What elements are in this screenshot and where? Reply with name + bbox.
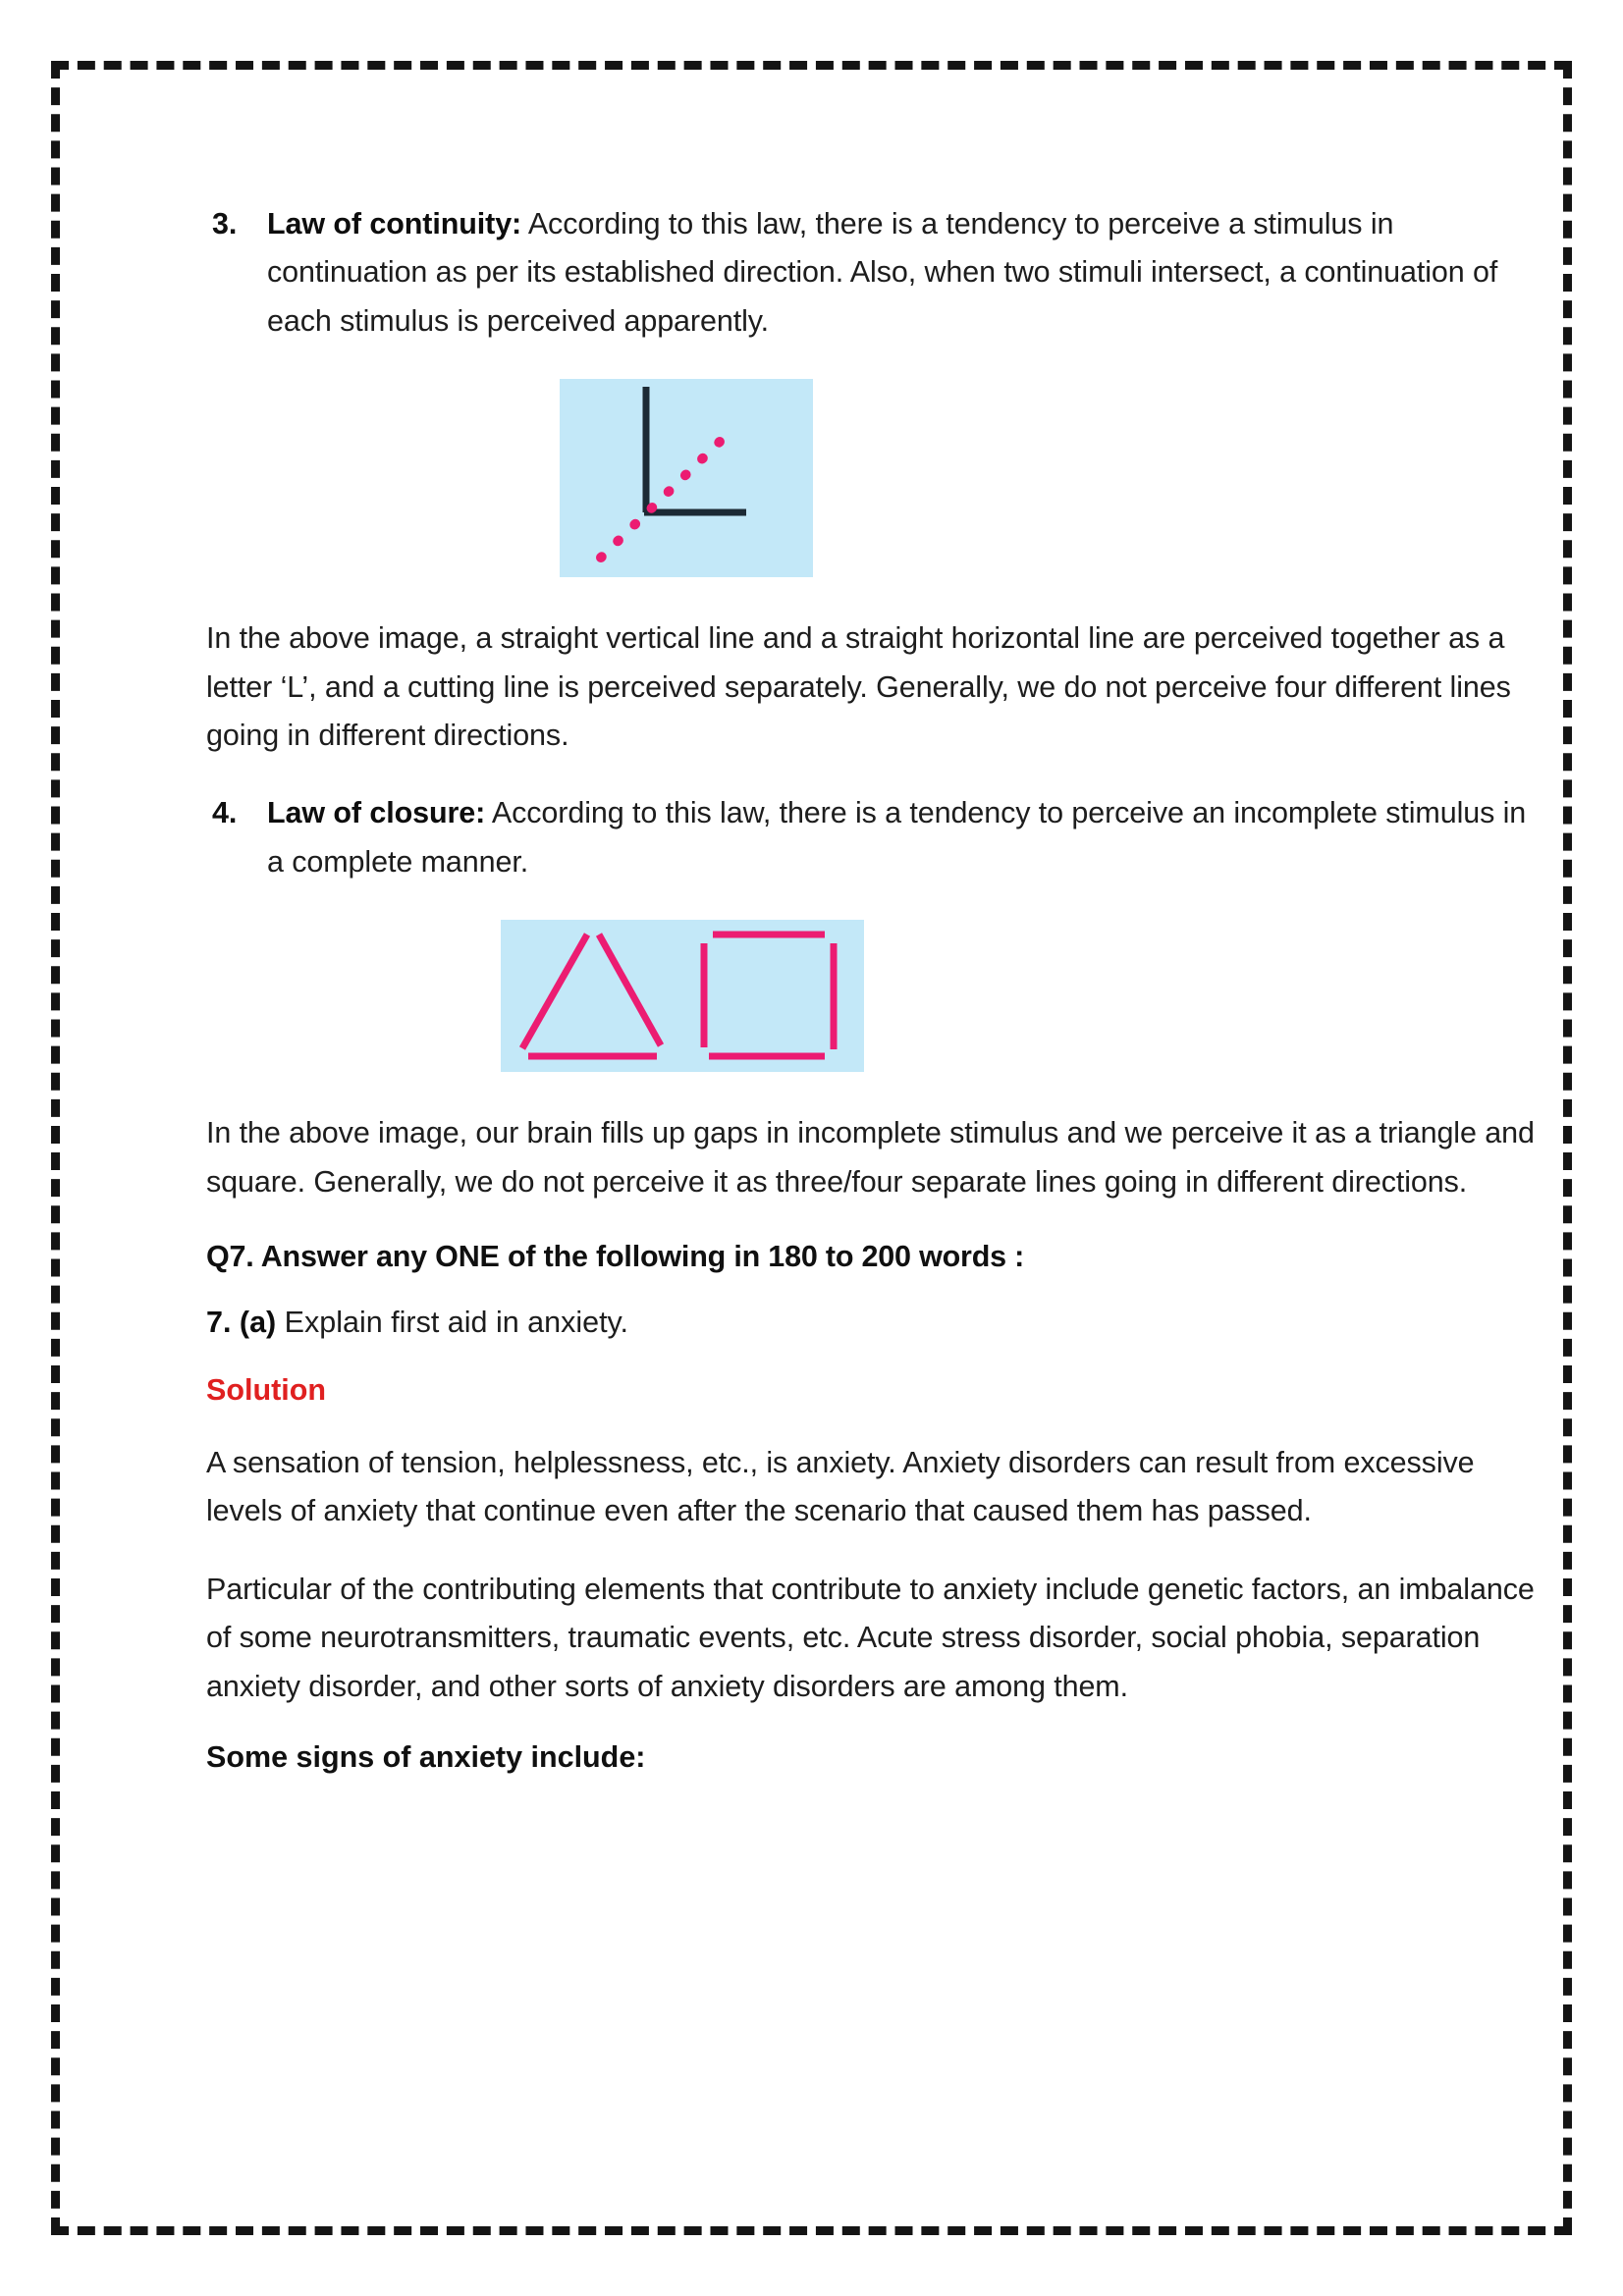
list-item-number: 3. [212, 207, 238, 240]
law-description: According to this law, there is a tendency to perceive a stimulus in continuation as per its established direction. Also, when two stimuli intersect, a continuation of each stimulus is perceived apparently. [267, 207, 1498, 338]
continuity-svg [560, 379, 813, 577]
closure-figure [501, 920, 864, 1072]
continuity-figure [560, 379, 813, 577]
closure-explanation: In the above image, our brain fills up gaps in incomplete stimulus and we perceive it as a triangle and square. Generally, we do not perceive it as three/four separate lines going in different directions. [206, 1116, 1535, 1199]
law-title: Law of closure: [267, 796, 486, 830]
solution-paragraph-2: Particular of the contributing elements that contribute to anxiety include genetic factors, an imbalance of some neurotransmitters, traumatic events, etc. Acute stress disorder, social phobia, separation anxiety disorder, and other sorts of anxiety disorders are among them. [206, 1572, 1535, 1703]
law-description: According to this law, there is a tendency to perceive an incomplete stimulus in a complete manner. [267, 796, 1527, 879]
list-item [206, 200, 1549, 346]
continuity-explanation: In the above image, a straight vertical line and a straight horizontal line are perceived together as a letter ‘L’, and a cutting line is perceived separately. Generally, we do not perceive four different lines going in different directions. [206, 621, 1511, 753]
solution-paragraph-1: A sensation of tension, helplessness, etc., is anxiety. Anxiety disorders can result from excessive levels of anxiety that continue even after the scenario that caused them has passed. [206, 1446, 1475, 1528]
page-content [39, 53, 1623, 1775]
solution-label: Solution [206, 1373, 326, 1408]
list-item [206, 789, 1549, 886]
signs-heading: Some signs of anxiety include: [206, 1740, 646, 1775]
question-subpart-label: 7. (a) [206, 1306, 277, 1340]
question-subpart [206, 1306, 1549, 1340]
continuity-figure-wrap [206, 379, 1549, 577]
question-heading: Q7. Answer any ONE of the following in 180 to 200 words : [206, 1240, 1025, 1274]
incomplete-square-icon [704, 934, 834, 1056]
dotted-diagonal-line-icon [601, 441, 721, 558]
closure-figure-wrap [206, 920, 1549, 1072]
gestalt-laws-list [206, 200, 1549, 1206]
question-subpart-text: Explain first aid in anxiety. [276, 1306, 629, 1340]
law-title: Law of continuity: [267, 207, 522, 240]
incomplete-triangle-icon [522, 934, 661, 1056]
list-item-number: 4. [212, 796, 238, 830]
closure-svg [501, 920, 864, 1072]
